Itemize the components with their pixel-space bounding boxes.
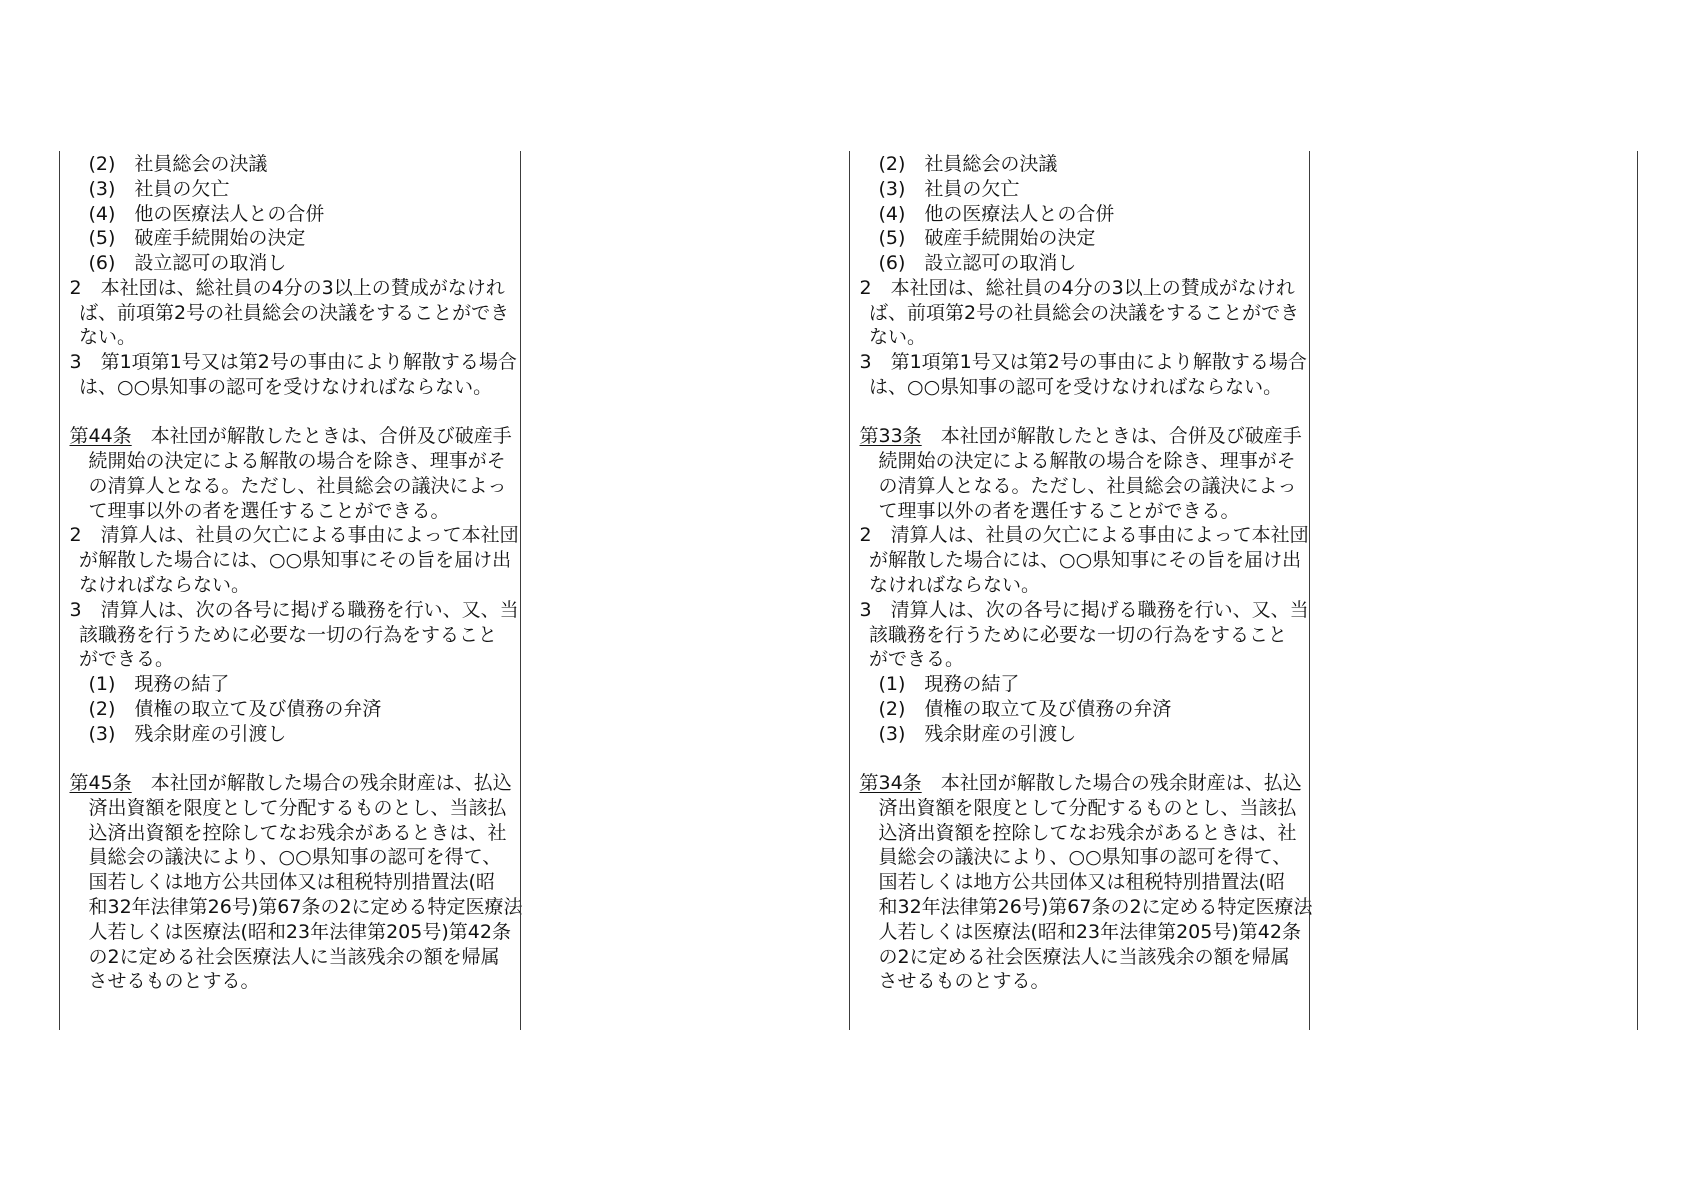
- paragraph-line: 和32年法律第26号)第67条の2に定める特定医療法: [88, 895, 523, 918]
- article-number: 第34条: [859, 772, 922, 795]
- duty-item: (1) 現務の結了: [88, 673, 230, 696]
- paragraph-line: 2 清算人は、社員の欠亡による事由によって本社団: [859, 524, 1309, 547]
- paragraph-line: 込済出資額を控除してなお残余があるときは、社: [878, 821, 1297, 844]
- paragraph-line: 3 第1項第1号又は第2号の事由により解散する場合: [859, 351, 1307, 374]
- paragraph-line: 3 第1項第1号又は第2号の事由により解散する場合: [69, 351, 517, 374]
- duty-item: (1) 現務の結了: [878, 673, 1020, 696]
- article-number: 第45条: [69, 772, 132, 795]
- paragraph-line: 2 清算人は、社員の欠亡による事由によって本社団: [69, 524, 519, 547]
- blank-line: [860, 400, 1310, 425]
- remarks-column-right: [1309, 151, 1638, 1030]
- blank-line: [70, 746, 521, 771]
- paragraph-line: 済出資額を限度として分配するものとし、当該払: [878, 796, 1297, 819]
- paragraph-line: 和32年法律第26号)第67条の2に定める特定医療法: [878, 895, 1313, 918]
- remarks-column-left: [520, 151, 849, 1030]
- dissolution-item: (5) 破産手続開始の決定: [878, 227, 1096, 250]
- paragraph-line: 続開始の決定による解散の場合を除き、理事がそ: [88, 450, 506, 473]
- paragraph-line: ができる。: [79, 648, 175, 671]
- paragraph-line: 員総会の議決により、○○県知事の認可を得て、: [88, 846, 502, 869]
- dissolution-item: (6) 設立認可の取消し: [88, 252, 287, 275]
- article-heading-line: [70, 771, 521, 796]
- duty-item: (3) 残余財産の引渡し: [878, 722, 1077, 745]
- paragraph-line: て理事以外の者を選任することができる。: [878, 499, 1240, 522]
- paragraph-line: 3 清算人は、次の各号に掲げる職務を行い、又、当: [859, 598, 1309, 621]
- blank-line: [70, 400, 521, 425]
- paragraph-line: ば、前項第2号の社員総会の決議をすることができ: [79, 301, 510, 324]
- paragraph-line: の清算人となる。ただし、社員総会の議決によっ: [878, 474, 1297, 497]
- paragraph-line: の2に定める社会医療法人に当該残余の額を帰属: [88, 945, 500, 968]
- paragraph-line: ない。: [79, 326, 137, 349]
- paragraph-line: 該職務を行うために必要な一切の行為をすること: [869, 623, 1288, 646]
- article-text: 本社団が解散したときは、合併及び破産手: [131, 425, 512, 448]
- dissolution-item: (3) 社員の欠亡: [878, 177, 1020, 200]
- dissolution-item: (6) 設立認可の取消し: [878, 252, 1077, 275]
- article-heading-line: [860, 424, 1310, 449]
- paragraph-line: は、○○県知事の認可を受けなければならない。: [869, 375, 1283, 398]
- paragraph-line: 済出資額を限度として分配するものとし、当該払: [88, 796, 507, 819]
- paragraph-line: の清算人となる。ただし、社員総会の議決によっ: [88, 474, 507, 497]
- paragraph-line: 2 本社団は、総社員の4分の3以上の賛成がなけれ: [69, 276, 505, 299]
- paragraph-line: 3 清算人は、次の各号に掲げる職務を行い、又、当: [69, 598, 519, 621]
- duty-item: (2) 債権の取立て及び債務の弁済: [878, 697, 1172, 720]
- dissolution-item: (4) 他の医療法人との合併: [88, 202, 325, 225]
- articles-column-left: [59, 151, 523, 1030]
- article-number: 第44条: [69, 425, 132, 448]
- articles-column-right: [849, 151, 1313, 1030]
- article-heading-line: [70, 424, 521, 449]
- paragraph-line: 員総会の議決により、○○県知事の認可を得て、: [878, 846, 1292, 869]
- article-text: 本社団が解散した場合の残余財産は、払込: [921, 772, 1302, 795]
- paragraph-line: ない。: [869, 326, 927, 349]
- comparison-table: [59, 151, 1638, 1030]
- dissolution-item: (2) 社員総会の決議: [88, 153, 268, 175]
- paragraph-line: 2 本社団は、総社員の4分の3以上の賛成がなけれ: [859, 276, 1295, 299]
- dissolution-item: (3) 社員の欠亡: [88, 177, 230, 200]
- paragraph-line: 続開始の決定による解散の場合を除き、理事がそ: [878, 450, 1296, 473]
- paragraph-line: 人若しくは医療法(昭和23年法律第205号)第42条: [878, 920, 1301, 943]
- paragraph-line: ば、前項第2号の社員総会の決議をすることができ: [869, 301, 1300, 324]
- paragraph-line: 込済出資額を控除してなお残余があるときは、社: [88, 821, 507, 844]
- dissolution-item: (5) 破産手続開始の決定: [88, 227, 306, 250]
- paragraph-line: 国若しくは地方公共団体又は租税特別措置法(昭: [878, 871, 1285, 894]
- duty-item: (2) 債権の取立て及び債務の弁済: [88, 697, 382, 720]
- article-number: 第33条: [859, 425, 922, 448]
- paragraph-line: 国若しくは地方公共団体又は租税特別措置法(昭: [88, 871, 495, 894]
- dissolution-item: (2) 社員総会の決議: [878, 153, 1058, 175]
- paragraph-line: の2に定める社会医療法人に当該残余の額を帰属: [878, 945, 1290, 968]
- paragraph-line: なければならない。: [869, 574, 1041, 597]
- paragraph-line: ができる。: [869, 648, 965, 671]
- paragraph-line: 該職務を行うために必要な一切の行為をすること: [79, 623, 498, 646]
- dissolution-item: (4) 他の医療法人との合併: [878, 202, 1115, 225]
- article-heading-line: [860, 771, 1310, 796]
- blank-line: [860, 746, 1310, 771]
- article-text: 本社団が解散したときは、合併及び破産手: [921, 425, 1302, 448]
- paragraph-line: なければならない。: [79, 574, 251, 597]
- paragraph-line: させるものとする。: [88, 970, 260, 993]
- paragraph-line: させるものとする。: [878, 970, 1050, 993]
- paragraph-line: が解散した場合には、○○県知事にその旨を届け出: [79, 549, 512, 572]
- paragraph-line: は、○○県知事の認可を受けなければならない。: [79, 375, 493, 398]
- paragraph-line: 人若しくは医療法(昭和23年法律第205号)第42条: [88, 920, 511, 943]
- duty-item: (3) 残余財産の引渡し: [88, 722, 287, 745]
- article-text: 本社団が解散した場合の残余財産は、払込: [131, 772, 512, 795]
- paragraph-line: が解散した場合には、○○県知事にその旨を届け出: [869, 549, 1302, 572]
- paragraph-line: て理事以外の者を選任することができる。: [88, 499, 450, 522]
